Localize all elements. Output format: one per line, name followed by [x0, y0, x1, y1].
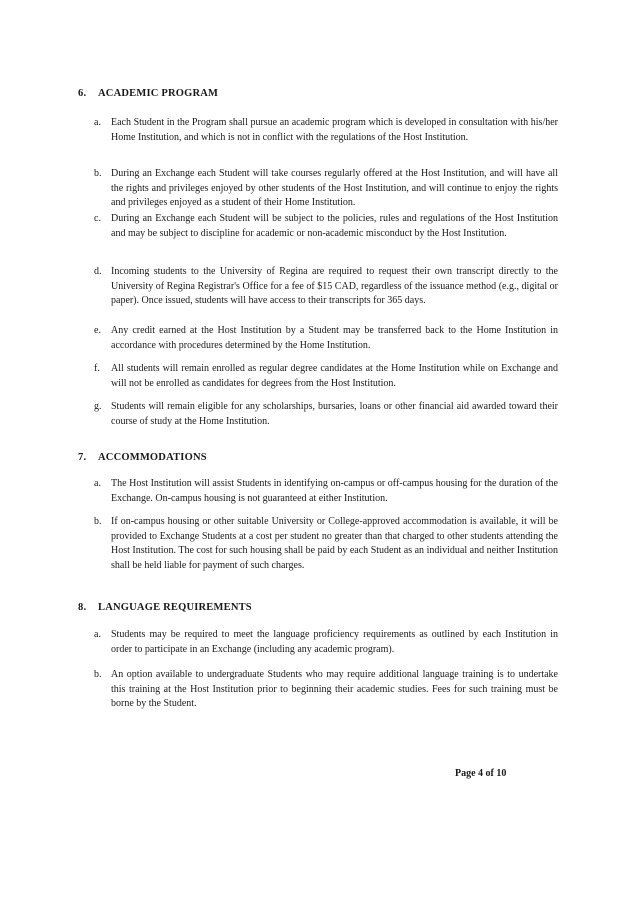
item-text: An option available to undergraduate Students who may require additional language training is to undertake this training at the Host Institution prior to beginning their academic studies. Fees for such training must be borne by the Student.	[111, 669, 558, 709]
section-language-requirements	[78, 601, 558, 615]
section-heading	[78, 451, 558, 465]
item-letter: a.	[94, 117, 101, 128]
list-item	[94, 515, 558, 573]
list-item	[94, 362, 558, 391]
section-accommodations	[78, 451, 558, 465]
section-number: 8.	[78, 602, 87, 613]
item-letter: f.	[94, 363, 100, 374]
item-letter: a.	[94, 629, 101, 640]
item-letter: c.	[94, 213, 101, 224]
section-heading	[78, 87, 558, 101]
section-title: ACADEMIC PROGRAM	[98, 88, 219, 99]
section-heading	[78, 601, 558, 615]
section-number: 7.	[78, 452, 87, 463]
item-letter: d.	[94, 266, 102, 277]
item-text: All students will remain enrolled as regular degree candidates at the Home Institution while on Exchange and will not be enrolled as candidates for degrees from the Host Institution.	[111, 363, 558, 389]
item-text: If on-campus housing or other suitable University or College-approved accommodation is available, it will be provided to Exchange Students at a cost per student no greater than that charged to other students attending the Host Institution. The cost for such housing shall be paid by each Student as an individual and neither Institution shall be held liable for payment of such charges.	[111, 516, 558, 571]
item-letter: b.	[94, 516, 102, 527]
section-title: LANGUAGE REQUIREMENTS	[98, 602, 252, 613]
list-item	[94, 167, 558, 211]
section-title: ACCOMMODATIONS	[98, 452, 207, 463]
item-text: Any credit earned at the Host Institution by a Student may be transferred back to the Home Institution in accordance with procedures determined by the Home Institution.	[111, 325, 558, 351]
section-number: 6.	[78, 88, 87, 99]
list-item	[94, 400, 558, 429]
item-text: Incoming students to the University of Regina are required to request their own transcript directly to the University of Regina Registrar's Office for a fee of $15 CAD, regardless of the issuance method (e.g., digital or paper). Once issued, students will have access to their transcripts for 365 days.	[111, 266, 558, 306]
item-text: During an Exchange each Student will be subject to the policies, rules and regulations of the Host Institution and may be subject to discipline for academic or non-academic misconduct by the Host Institution.	[111, 213, 558, 239]
list-item	[94, 668, 558, 712]
page-number: Page 4 of 10	[455, 768, 507, 779]
list-item	[94, 116, 558, 145]
item-letter: g.	[94, 401, 102, 412]
item-text: The Host Institution will assist Students in identifying on-campus or off-campus housing for the duration of the Exchange. On-campus housing is not guaranteed at either Institution.	[111, 478, 558, 504]
item-letter: b.	[94, 168, 102, 179]
list-item	[94, 324, 558, 353]
list-item	[94, 265, 558, 309]
list-item	[94, 628, 558, 657]
item-letter: e.	[94, 325, 101, 336]
section-academic-program	[78, 87, 558, 101]
item-letter: b.	[94, 669, 102, 680]
item-letter: a.	[94, 478, 101, 489]
list-item	[94, 212, 558, 241]
item-text: Each Student in the Program shall pursue an academic program which is developed in consultation with his/her Home Institution, and which is not in conflict with the regulations of the Host Institution.	[111, 117, 558, 143]
item-text: Students will remain eligible for any scholarships, bursaries, loans or other financial aid awarded toward their course of study at the Home Institution.	[111, 401, 558, 427]
item-text: During an Exchange each Student will take courses regularly offered at the Host Institution, and will have all the rights and privileges enjoyed by other students of the Host Institution, and will continue to enjoy the rights and privileges enjoyed as a student of their Home Institution.	[111, 168, 558, 208]
item-text: Students may be required to meet the language proficiency requirements as outlined by each Institution in order to participate in an Exchange (including any academic program).	[111, 629, 558, 655]
list-item	[94, 477, 558, 506]
